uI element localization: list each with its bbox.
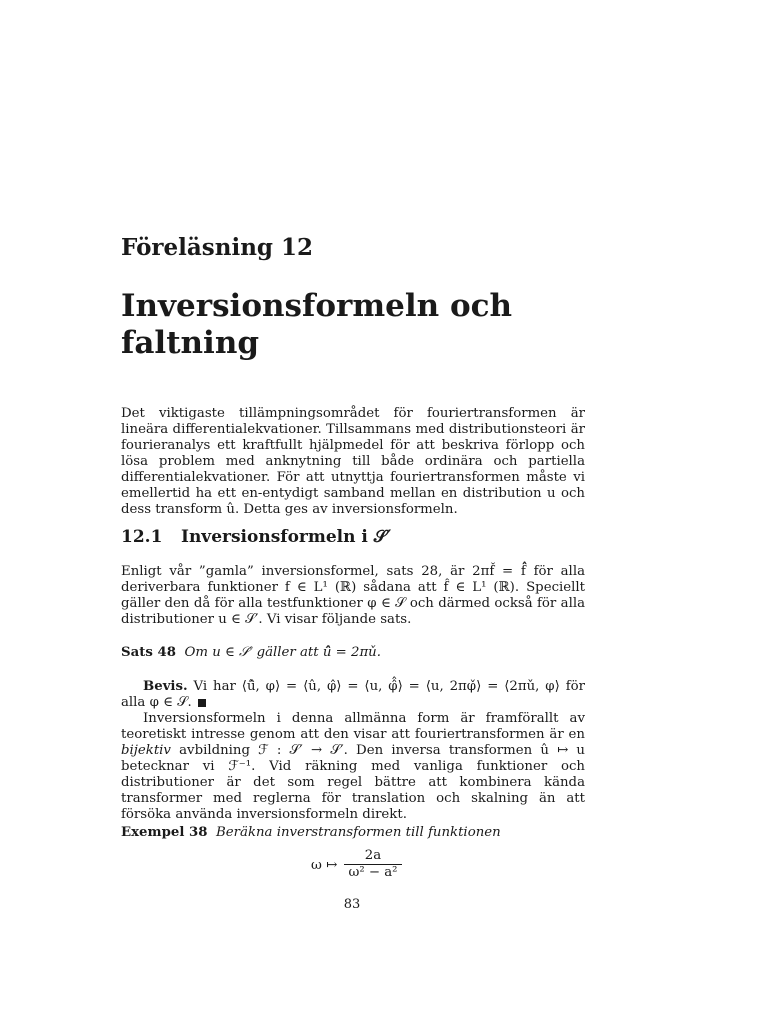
page-number: 83 — [343, 897, 361, 912]
theorem-statement: Om u ∈ 𝒮′ gäller att û̂ = 2πǔ. — [184, 645, 381, 660]
intro-paragraph — [121, 406, 585, 518]
example-statement: Beräkna inverstransformen till funktionen — [216, 825, 501, 840]
qed-square-icon — [198, 699, 206, 707]
section-number: 12.1 — [121, 527, 163, 547]
proof-emphasis: bijektiv — [121, 743, 171, 758]
proof-paragraph-part2: avbildning ℱ : 𝒮′ → 𝒮′. Den inversa transformen û ↦ u betecknar vi ℱ⁻¹. Vid räkning med vanliga funktioner och distributioner är det som regel bättre att kombinera kända transformer med reglerna för translation och skalning än att försöka använda inversionsformeln direkt. — [121, 743, 585, 822]
chapter-label: Föreläsning 12 — [121, 234, 314, 261]
proof-label: Bevis. — [143, 679, 188, 694]
proof-paragraph-part1: Inversionsformeln i denna allmänna form är framförallt av teoretiskt intresse genom att den visar att fouriertransformen är en — [121, 711, 585, 742]
theorem-label: Sats 48 — [121, 645, 176, 660]
chapter-title: Inversionsformeln och faltning — [121, 288, 513, 361]
section-title: Inversionsformeln i 𝒮′ — [181, 527, 392, 547]
intro-text: Det viktigaste tillämpningsområdet för fouriertransformen är lineära differentialekvationer. Tillsammans med distributionsteori är fourieranalys ett kraftfullt hjälpmedel för att beskriva förlopp och lösa problem med anknytning till både ordinära och partiella differentialekvationer. För att utnyttja fouriertransformen måste vi emellertid ha ett en-entydigt samband mellan en distribution u och dess transform û. Detta ges av inversionsformeln. — [121, 406, 585, 517]
formula-numerator: 2a — [344, 848, 402, 865]
proof-text: Vi har ⟨û̂, φ⟩ = ⟨û, φ̂⟩ = ⟨u, φ̂̂⟩ = ⟨u, 2πφ̌⟩ = ⟨2πǔ, φ⟩ för alla φ ∈ 𝒮. — [121, 679, 585, 710]
formula-denominator: ω² − a² — [348, 865, 398, 880]
paragraph-text: Enligt vår ”gamla” inversionsformel, sats 28, är 2πf̌ = f̂̂ för alla deriverbara funktioner f ∈ L¹ (ℝ) sådana att f̂ ∈ L¹ (ℝ). Speciellt gäller den då för alla testfunktioner φ ∈ 𝒮 och därmed också för alla distributioner u ∈ 𝒮′. Vi visar följande sats. — [121, 564, 585, 627]
formula-fraction — [344, 848, 402, 881]
section-heading — [121, 527, 391, 547]
body-paragraph-1 — [121, 564, 585, 628]
theorem — [121, 645, 585, 661]
example-label: Exempel 38 — [121, 825, 208, 840]
example — [121, 825, 585, 841]
proof — [121, 679, 585, 823]
display-formula — [311, 848, 431, 882]
formula-lhs: ω ↦ — [311, 858, 338, 873]
